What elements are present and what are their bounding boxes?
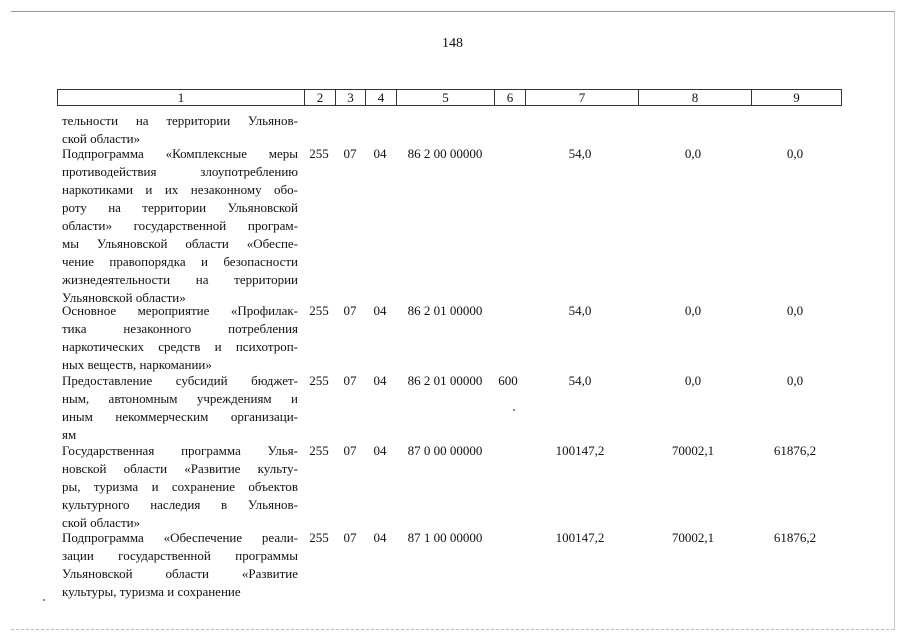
- scan-edge: [11, 629, 894, 630]
- cell-col-5: 86 2 01 00000: [407, 303, 483, 318]
- cell-col-9: 0,0: [786, 146, 804, 161]
- row-name-line: зации государственной программы: [62, 548, 298, 563]
- row-name: [62, 112, 298, 148]
- cell-col-7: 100147,2: [555, 443, 605, 458]
- cell-col-5: 86 2 01 00000: [407, 373, 483, 388]
- row-name-line: Ульяновской области «Развитие: [62, 566, 298, 581]
- row-name-line: жизнедеятельности на территории: [62, 272, 298, 287]
- cell-col-3: 07: [343, 303, 357, 318]
- row-name: [62, 372, 298, 444]
- cell-col-8: 0,0: [684, 303, 702, 318]
- row-name-line: Предоставление субсидий бюджет-: [62, 373, 298, 388]
- row-name-line: области» государственной програм-: [62, 218, 298, 233]
- cell-col-2: 255: [309, 443, 329, 458]
- cell-col-7: 54,0: [568, 373, 592, 388]
- scan-speck: [43, 599, 45, 601]
- row-name: [62, 302, 298, 374]
- header-col-8: 8: [639, 90, 752, 105]
- header-col-1: 1: [58, 90, 305, 105]
- cell-col-8: 0,0: [684, 373, 702, 388]
- row-name-line: ры, туризма и сохранение объектов: [62, 479, 298, 494]
- row-name-line: культуры, туризма и сохранение: [62, 584, 241, 599]
- row-name-line: культурного наследия в Ульянов-: [62, 497, 298, 512]
- cell-col-4: 04: [373, 373, 387, 388]
- header-col-5: 5: [397, 90, 495, 105]
- header-col-7: 7: [526, 90, 639, 105]
- row-name: [62, 145, 298, 307]
- cell-col-2: 255: [309, 146, 329, 161]
- header-col-4: 4: [366, 90, 397, 105]
- cell-col-4: 04: [373, 530, 387, 545]
- cell-col-9: 0,0: [786, 303, 804, 318]
- row-name-line: Ульяновской области»: [62, 290, 186, 305]
- cell-col-2: 255: [309, 530, 329, 545]
- row-name-line: Подпрограмма «Комплексные меры: [62, 146, 298, 161]
- cell-col-9: 61876,2: [773, 530, 817, 545]
- cell-col-4: 04: [373, 303, 387, 318]
- cell-col-2: 255: [309, 373, 329, 388]
- row-name: [62, 442, 298, 532]
- cell-col-6: 600: [498, 373, 518, 388]
- row-name-line: наркотических средств и психотроп-: [62, 339, 298, 354]
- row-name-line: чение правопорядка и безопасности: [62, 254, 298, 269]
- cell-col-5: 87 1 00 00000: [407, 530, 483, 545]
- row-name-line: ской области»: [62, 131, 141, 146]
- row-name-line: тельности на территории Ульянов-: [62, 113, 298, 128]
- row-name-line: ям: [62, 427, 77, 442]
- header-col-3: 3: [336, 90, 366, 105]
- cell-col-3: 07: [343, 530, 357, 545]
- table-header: [57, 89, 842, 106]
- row-name-line: мы Ульяновской области «Обеспе-: [62, 236, 298, 251]
- cell-col-9: 0,0: [786, 373, 804, 388]
- row-name-line: наркотиками и их незаконному обо-: [62, 182, 298, 197]
- scan-speck: [513, 409, 515, 411]
- cell-col-8: 70002,1: [671, 443, 715, 458]
- header-col-9: 9: [793, 90, 800, 105]
- cell-col-8: 0,0: [684, 146, 702, 161]
- cell-col-8: 70002,1: [671, 530, 715, 545]
- cell-col-3: 07: [343, 146, 357, 161]
- row-name-line: Подпрограмма «Обеспечение реали-: [62, 530, 298, 545]
- row-name-line: Государственная программа Улья-: [62, 443, 298, 458]
- cell-col-3: 07: [343, 443, 357, 458]
- row-name-line: иным некоммерческим организаци-: [62, 409, 298, 424]
- cell-col-5: 86 2 00 00000: [407, 146, 483, 161]
- row-name: [62, 529, 298, 601]
- row-name-line: новской области «Развитие культу-: [62, 461, 298, 476]
- header-col-2: 2: [305, 90, 336, 105]
- row-name-line: ской области»: [62, 515, 141, 530]
- cell-col-2: 255: [309, 303, 329, 318]
- header-col-6: 6: [495, 90, 526, 105]
- cell-col-3: 07: [343, 373, 357, 388]
- cell-col-4: 04: [373, 443, 387, 458]
- row-name-line: роту на территории Ульяновской: [62, 200, 298, 215]
- cell-col-7: 100147,2: [555, 530, 605, 545]
- cell-col-7: 54,0: [568, 146, 592, 161]
- row-name-line: ным, автономным учреждениям и: [62, 391, 298, 406]
- page-number: 148: [442, 36, 463, 51]
- cell-col-7: 54,0: [568, 303, 592, 318]
- row-name-line: Основное мероприятие «Профилак-: [62, 303, 298, 318]
- cell-col-5: 87 0 00 00000: [407, 443, 483, 458]
- cell-col-4: 04: [373, 146, 387, 161]
- row-name-line: ных веществ, наркомании»: [62, 357, 212, 372]
- cell-col-9: 61876,2: [773, 443, 817, 458]
- row-name-line: противодействия злоупотреблению: [62, 164, 298, 179]
- row-name-line: тика незаконного потребления: [62, 321, 298, 336]
